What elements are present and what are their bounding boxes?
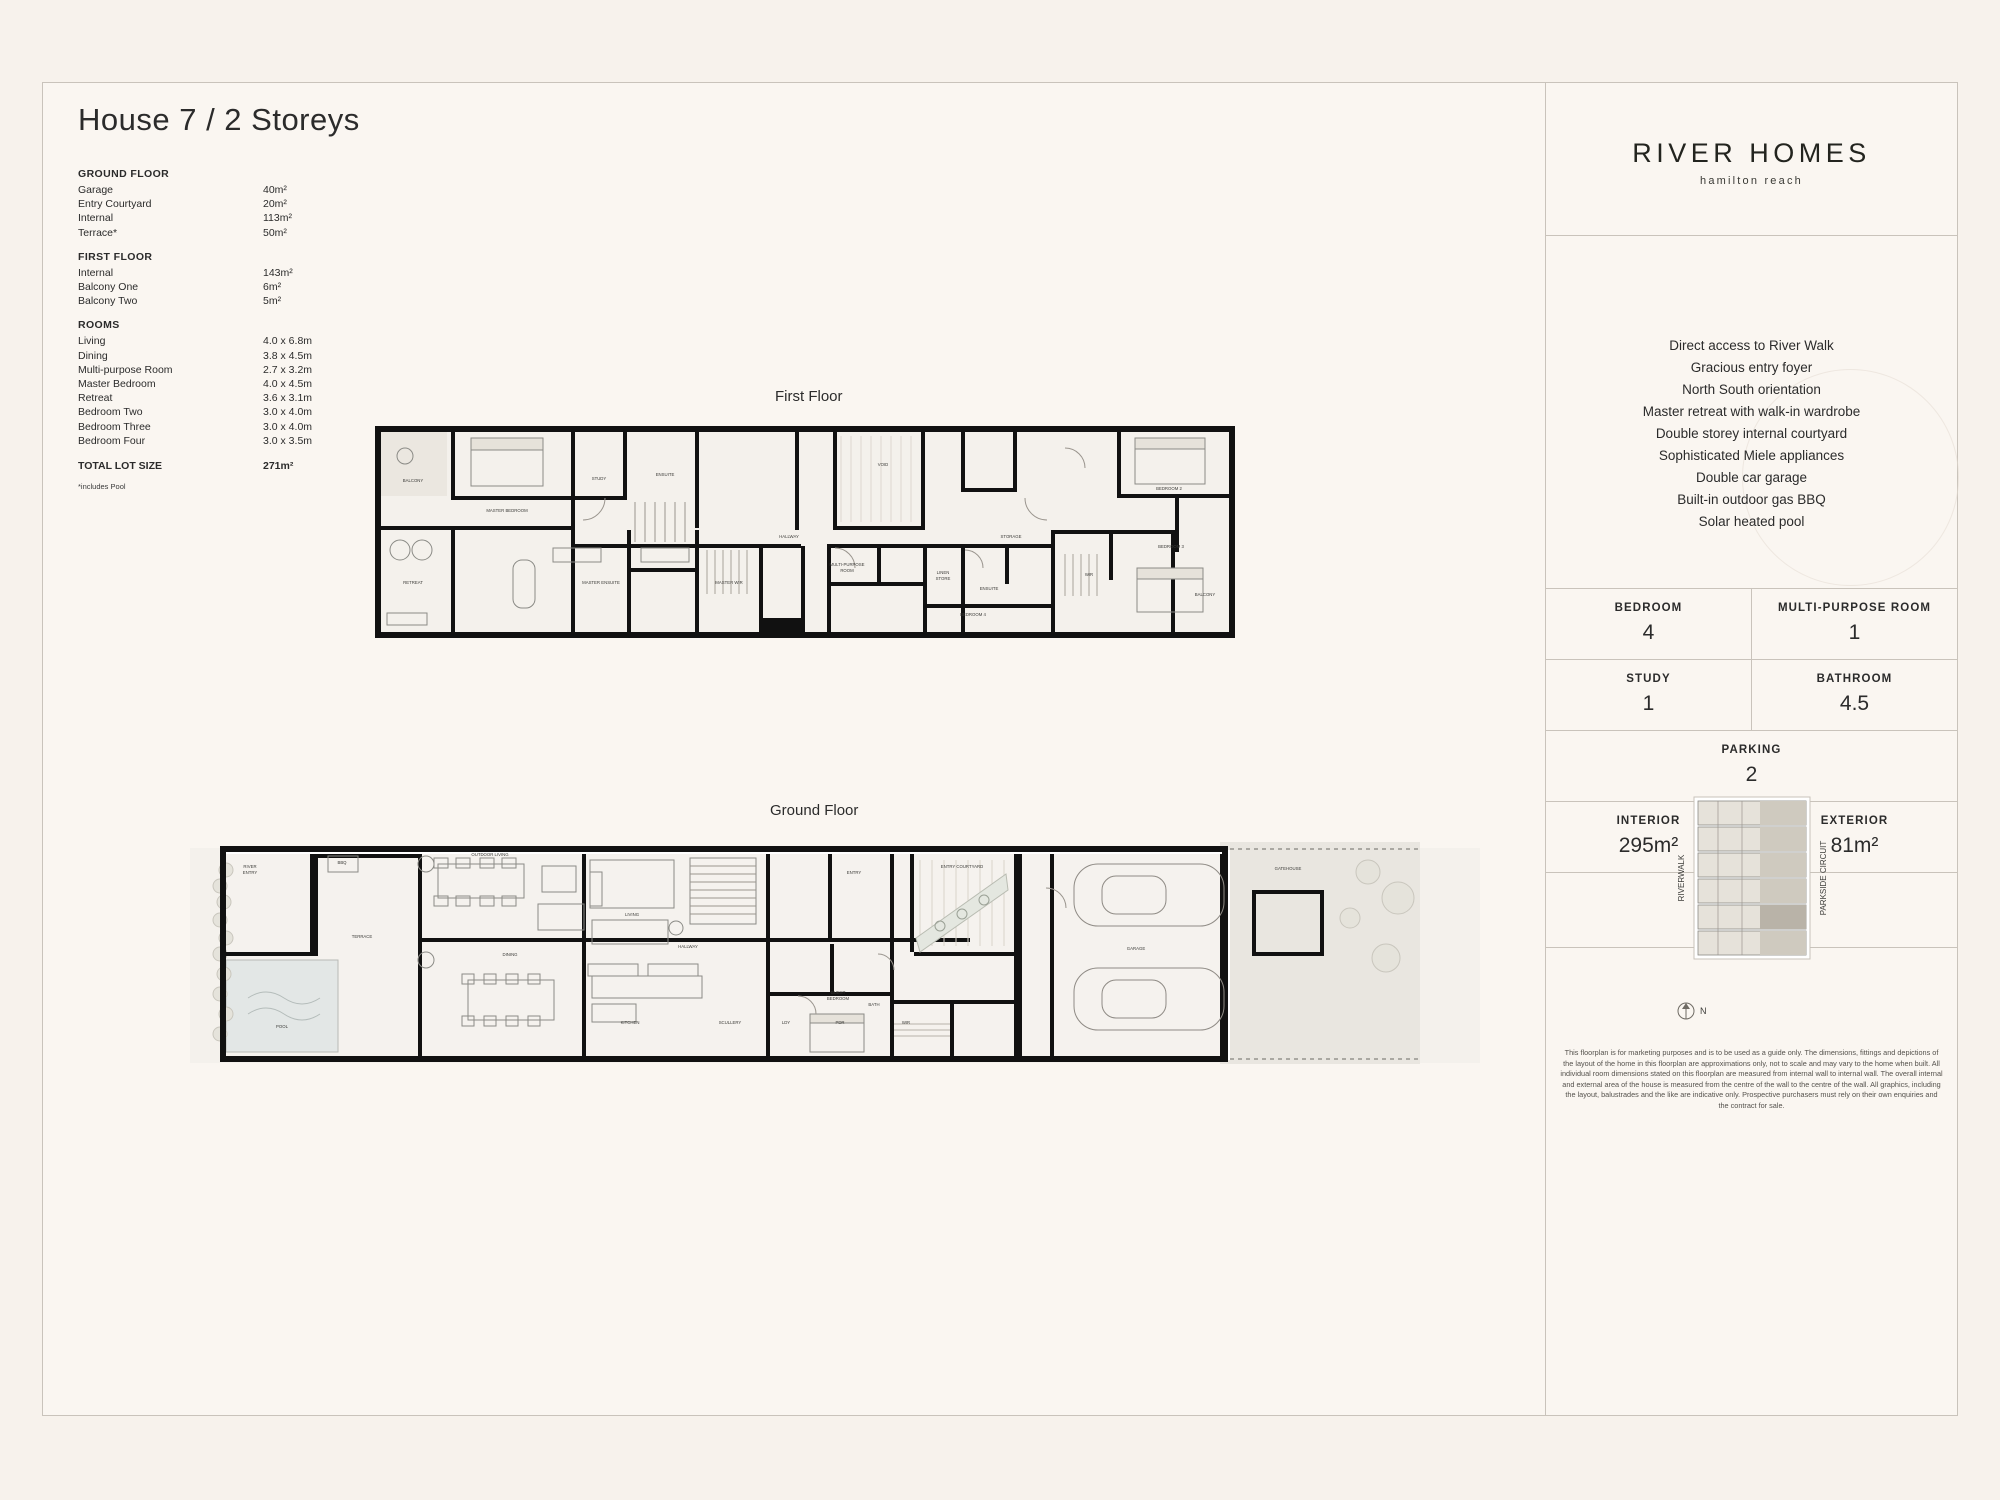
feature-item: Master retreat with walk-in wardrobe: [1642, 404, 1861, 419]
spec-row: [78, 349, 338, 363]
svg-text:BEDROOM: BEDROOM: [826, 996, 850, 1001]
svg-text:BBQ: BBQ: [337, 860, 347, 865]
info-panel: [1545, 83, 1957, 1415]
svg-text:BALCONY: BALCONY: [402, 478, 424, 483]
svg-text:BEDROOM 2: BEDROOM 2: [1156, 486, 1182, 491]
ground-floor-plan-label: Ground Floor: [770, 802, 859, 819]
spec-value: 3.0 x 4.0m: [263, 406, 313, 419]
compass-north-icon: [1674, 998, 1714, 1024]
spec-row: [78, 391, 338, 405]
spec-row: [78, 183, 338, 197]
svg-text:MULTI-PURPOSE: MULTI-PURPOSE: [829, 562, 865, 567]
stat-label: BEDROOM: [1614, 602, 1683, 614]
spec-heading-first-floor: FIRST FLOOR: [78, 250, 153, 263]
feature-item: North South orientation: [1682, 382, 1821, 397]
svg-text:POOL: POOL: [276, 1024, 288, 1029]
spec-value: 6m²: [263, 281, 282, 294]
total-lot-size-value: 271m²: [263, 460, 294, 473]
svg-text:RETREAT: RETREAT: [403, 580, 423, 585]
brand-lockup: [1546, 138, 1957, 187]
specifications-block: [78, 168, 338, 491]
stat-value: 4.5: [1839, 692, 1870, 715]
spec-label: Master Bedroom: [78, 378, 156, 391]
svg-text:GATEHOUSE: GATEHOUSE: [1274, 866, 1302, 871]
spec-value: 3.8 x 4.5m: [263, 349, 313, 362]
brand-name: RIVER HOMES: [1632, 138, 1871, 168]
stat-value: 2: [1745, 763, 1758, 786]
svg-text:LINEN: LINEN: [936, 570, 950, 575]
feature-item: Solar heated pool: [1698, 514, 1805, 529]
spec-row: [78, 405, 338, 419]
spec-label: Dining: [78, 349, 108, 362]
spec-row: [78, 197, 338, 211]
spec-heading-rooms: ROOMS: [78, 319, 120, 332]
spec-label: Bedroom Three: [78, 420, 151, 433]
svg-text:GARAGE: GARAGE: [1126, 946, 1146, 951]
feature-item: Double car garage: [1695, 470, 1808, 485]
stat-label: STUDY: [1626, 673, 1671, 685]
spec-row: [78, 280, 338, 294]
feature-item: Built-in outdoor gas BBQ: [1677, 492, 1826, 507]
spec-value: 3.6 x 3.1m: [263, 392, 313, 405]
svg-text:ENSUITE: ENSUITE: [655, 472, 675, 477]
spec-row: [78, 434, 338, 448]
spec-value: 3.0 x 4.0m: [263, 420, 313, 433]
svg-text:RIVERWALK: RIVERWALK: [1677, 854, 1686, 902]
spec-label: Balcony Two: [78, 295, 138, 308]
spec-row: [78, 294, 338, 308]
spec-label: Terrace*: [78, 226, 118, 239]
stat-value: 1: [1642, 692, 1655, 715]
svg-text:STORAGE: STORAGE: [1000, 534, 1022, 539]
svg-text:BEDROOM 3: BEDROOM 3: [1158, 544, 1184, 549]
svg-text:ENSUITE: ENSUITE: [979, 586, 999, 591]
spec-row: [78, 363, 338, 377]
svg-text:STUDY: STUDY: [591, 476, 607, 481]
feature-item: Double storey internal courtyard: [1655, 426, 1848, 441]
spec-label: Bedroom Four: [78, 434, 146, 447]
stat-label: EXTERIOR: [1820, 815, 1889, 827]
spec-value: 113m²: [263, 212, 292, 225]
spec-label: Internal: [78, 266, 114, 279]
stat-value: 4: [1642, 621, 1655, 644]
svg-text:ENTRY: ENTRY: [242, 870, 258, 875]
total-lot-size-label: TOTAL LOT SIZE: [78, 460, 162, 473]
stat-bedroom: [1546, 589, 1751, 659]
spec-row: [78, 334, 338, 348]
svg-text:WIR: WIR: [901, 1020, 911, 1025]
spec-value: 50m²: [263, 226, 287, 239]
stats-row: [1546, 588, 1957, 660]
svg-text:BATH: BATH: [868, 1002, 880, 1007]
spec-label: Balcony One: [78, 281, 139, 294]
disclaimer-text: This floorplan is for marketing purposes and is to be used as a guide only. The dimensions, fittings and depictions of the layout of the home in this floorplan are approximations only, not to scale and may vary to the home when built. All individual room dimensions stated on this floorplan are measured from internal wall to internal wall. The overall internal and external area of the house is measured from the centre of the wall to the centre of the wall. All graphics, including the layout, balustrades and the like are indicative only. Prospective purchasers must rely on their own enquiries and the contract for sale.: [1560, 1048, 1943, 1110]
svg-text:GUEST: GUEST: [830, 990, 846, 995]
svg-text:HALLWAY: HALLWAY: [678, 944, 698, 949]
spec-row: [78, 266, 338, 280]
svg-text:RIVER: RIVER: [243, 864, 257, 869]
spec-value: 143m²: [263, 266, 293, 279]
svg-text:OUTDOOR LIVING: OUTDOOR LIVING: [471, 852, 509, 857]
divider: [1546, 235, 1957, 236]
stat-bathroom: [1751, 660, 1957, 730]
svg-text:PARKSIDE CIRCUIT: PARKSIDE CIRCUIT: [1819, 840, 1828, 916]
spec-label: Bedroom Two: [78, 406, 143, 419]
spec-label: Multi-purpose Room: [78, 363, 173, 376]
ground-floor-plan: [190, 828, 1480, 1078]
spec-label: Retreat: [78, 392, 113, 405]
stat-label: PARKING: [1721, 744, 1782, 756]
spec-value: 4.0 x 6.8m: [263, 335, 313, 348]
feature-list: [1546, 335, 1957, 533]
svg-text:WIR: WIR: [1084, 572, 1094, 577]
spec-value: 40m²: [263, 184, 287, 196]
svg-text:N: N: [1700, 1006, 1707, 1016]
brand-tagline: hamilton reach: [1700, 175, 1803, 187]
spec-row: [78, 211, 338, 225]
svg-text:VOID: VOID: [877, 462, 889, 467]
spec-value: 3.0 x 3.5m: [263, 434, 313, 447]
svg-text:MASTER BEDROOM: MASTER BEDROOM: [486, 508, 528, 513]
first-floor-plan-label: First Floor: [775, 388, 843, 405]
svg-text:KITCHEN: KITCHEN: [620, 1020, 640, 1025]
stat-label: MULTI-PURPOSE ROOM: [1777, 602, 1932, 614]
svg-text:BALCONY: BALCONY: [1194, 592, 1216, 597]
spec-label: Internal: [78, 212, 114, 225]
feature-item: Sophisticated Miele appliances: [1658, 448, 1845, 463]
spec-row: [78, 377, 338, 391]
svg-text:PDR: PDR: [835, 1020, 845, 1025]
spec-row: [78, 420, 338, 434]
spec-label: Living: [78, 335, 106, 348]
stat-label: BATHROOM: [1816, 673, 1893, 685]
svg-text:ROOM: ROOM: [840, 568, 854, 573]
spec-footnote: *includes Pool: [78, 482, 126, 492]
spec-value: 20m²: [263, 198, 287, 211]
svg-text:BEDROOM 4: BEDROOM 4: [960, 612, 986, 617]
svg-text:HALLWAY: HALLWAY: [779, 534, 799, 539]
svg-text:ENTRY: ENTRY: [846, 870, 862, 875]
svg-text:SCULLERY: SCULLERY: [718, 1020, 742, 1025]
stat-value: 295m²: [1618, 834, 1679, 857]
page-title: House 7 / 2 Storeys: [78, 102, 360, 137]
site-map: [1546, 783, 1957, 973]
stat-label: INTERIOR: [1616, 815, 1681, 827]
svg-text:TERRACE: TERRACE: [351, 934, 373, 939]
spec-label: Garage: [78, 184, 114, 196]
svg-text:STORE: STORE: [935, 576, 951, 581]
svg-text:ENTRY COURTYARD: ENTRY COURTYARD: [940, 864, 984, 869]
feature-item: Gracious entry foyer: [1690, 360, 1813, 375]
svg-text:MASTER ENSUITE: MASTER ENSUITE: [582, 580, 620, 585]
svg-text:MASTER WIR: MASTER WIR: [715, 580, 743, 585]
svg-text:LDY: LDY: [781, 1020, 791, 1025]
spec-heading-ground-floor: GROUND FLOOR: [78, 168, 170, 180]
first-floor-plan: [365, 418, 1245, 648]
stat-value: 1: [1848, 621, 1861, 644]
total-lot-size-row: [78, 459, 338, 473]
feature-item: Direct access to River Walk: [1669, 338, 1834, 353]
spec-row: [78, 226, 338, 240]
spec-label: Entry Courtyard: [78, 198, 152, 211]
spec-value: 4.0 x 4.5m: [263, 378, 313, 391]
svg-text:LIVING: LIVING: [624, 912, 640, 917]
stat-value: 81m²: [1830, 834, 1879, 857]
spec-value: 5m²: [263, 295, 282, 308]
svg-text:DINING: DINING: [502, 952, 518, 957]
spec-value: 2.7 x 3.2m: [263, 363, 313, 376]
stat-study: [1546, 660, 1751, 730]
stat-multi-purpose-room: [1751, 589, 1957, 659]
stats-row: [1546, 660, 1957, 731]
